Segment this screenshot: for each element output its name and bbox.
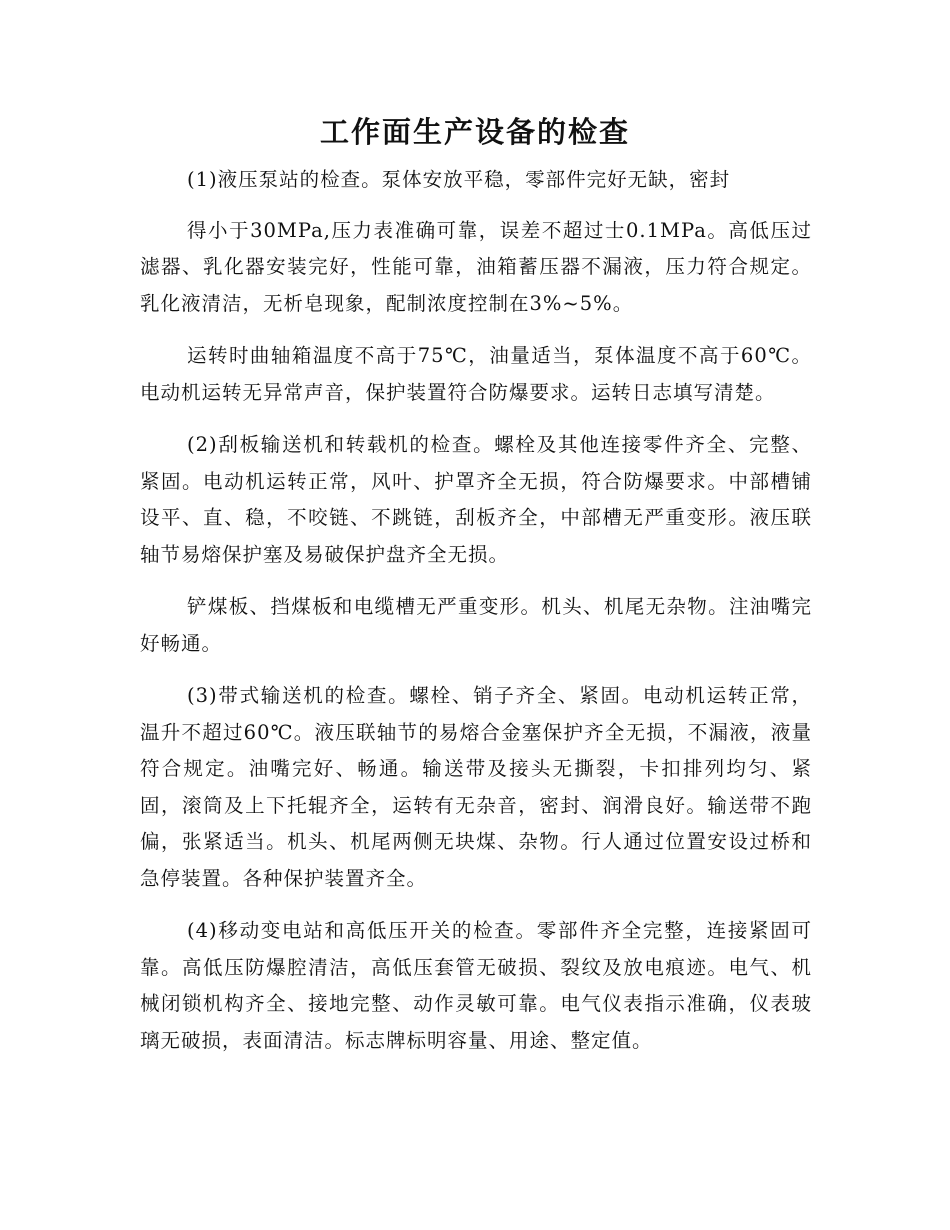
paragraph-hydraulic-pump-intro: (1)液压泵站的检查。泵体安放平稳，零部件完好无缺，密封 <box>187 168 731 191</box>
paragraph-hydraulic-pump-pressure: 得小于30MPa,压力表准确可靠，误差不超过士0.1MPa。高低压过滤器、乳化器安装完好，性能可靠，油箱蓄压器不漏液，压力符合规定。乳化液清洁，无析皂现象，配制浓度控制在3%~5%。 <box>140 218 812 315</box>
document-title: 工作面生产设备的检查 <box>319 115 630 149</box>
paragraph-hydraulic-pump-operation: 运转时曲轴箱温度不高于75℃，油量适当，泵体温度不高于60℃。电动机运转无异常声音，保护装置符合防爆要求。运转日志填写清楚。 <box>140 344 812 404</box>
paragraph-substation-switches: (4)移动变电站和高低压开关的检查。零部件齐全完整，连接紧固可靠。高低压防爆腔清洁，高低压套管无破损、裂纹及放电痕迹。电气、机械闭锁机构齐全、接地完整、动作灵敏可靠。电气仪表指示准确，仪表玻璃无破损，表面清洁。标志牌标明容量、用途、整定值。 <box>140 919 812 1052</box>
paragraph-coal-plates: 铲煤板、挡煤板和电缆槽无严重变形。机头、机尾无杂物。注油嘴完好畅通。 <box>140 595 812 655</box>
paragraph-scraper-conveyor: (2)刮板输送机和转载机的检查。螺栓及其他连接零件齐全、完整、紧固。电动机运转正常，风叶、护罩齐全无损，符合防爆要求。中部槽铺设平、直、稳，不咬链、不跳链，刮板齐全，中部槽无严重变形。液压联轴节易熔保护塞及易破保护盘齐全无损。 <box>140 433 812 566</box>
paragraph-belt-conveyor: (3)带式输送机的检查。螺栓、销子齐全、紧固。电动机运转正常，温升不超过60℃。液压联轴节的易熔合金塞保护齐全无损，不漏液，液量符合规定。油嘴完好、畅通。输送带及接头无撕裂，卡扣排列均匀、紧固，滚筒及上下托辊齐全，运转有无杂音，密封、润滑良好。输送带不跑偏，张紧适当。机头、机尾两侧无块煤、杂物。行人通过位置安设过桥和急停装置。各种保护装置齐全。 <box>140 684 812 890</box>
document-body <box>140 162 812 1059</box>
